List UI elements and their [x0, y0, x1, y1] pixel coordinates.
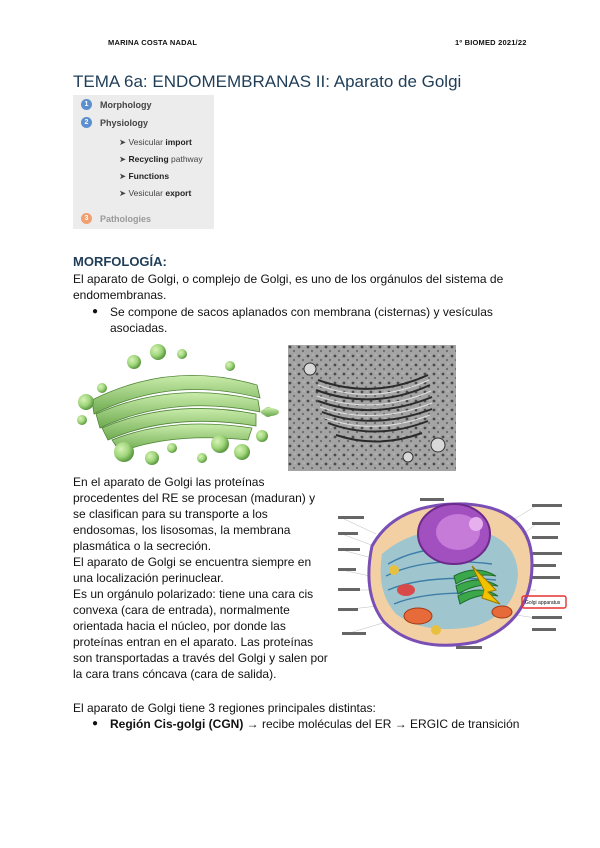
golgi-3d-illustration	[72, 340, 280, 468]
regions-intro: El aparato de Golgi tiene 3 regiones principales distintas:	[73, 701, 376, 715]
body-line: procedentes del RE se procesan (maduran) y	[73, 491, 316, 505]
body-line: plasmática o la secreción.	[73, 539, 212, 553]
body-line: endosomas, los lisosomas, la membrana	[73, 523, 291, 537]
body-line: proteínas entran en el aparato. Las proteínas	[73, 635, 314, 649]
bullet-line: Se compone de sacos aplanados con membrana (cisternas) y vesículas	[110, 305, 493, 319]
toc-subitem: ➤ Vesicular import	[119, 137, 192, 147]
body-line: orientada hacia el núcleo, por donde las	[73, 619, 286, 633]
bullet-marker: ●	[92, 718, 99, 729]
intro-line: El aparato de Golgi, o complejo de Golgi, es uno de los orgánulos del sistema de	[73, 272, 504, 286]
bullet-bold-term: Región Cis-golgi (CGN)	[110, 717, 244, 731]
page-title: TEMA 6a: ENDOMEMBRANAS II: Aparato de Golgi	[73, 72, 462, 91]
bullet-line: asociadas.	[110, 321, 168, 335]
toc-subitem: ➤ Vesicular export	[119, 188, 192, 198]
animal-cell-diagram	[336, 494, 570, 658]
intro-line: endomembranas.	[73, 288, 167, 302]
body-line: una localización perinuclear.	[73, 571, 224, 585]
body-line: convexa (cara de entrada), normalmente	[73, 603, 290, 617]
toc-subitem: ➤ Recycling pathway	[119, 154, 203, 164]
section-heading: MORFOLOGÍA:	[73, 254, 167, 269]
toc-number-badge: 1	[81, 99, 92, 110]
toc-number-badge: 2	[81, 117, 92, 128]
author-header: MARINA COSTA NADAL	[108, 38, 198, 47]
golgi-label: Golgi apparatus	[525, 600, 561, 606]
toc-item-physiology	[81, 117, 148, 128]
bullet-marker: ●	[92, 306, 99, 317]
body-line: se clasifican para su transporte a los	[73, 507, 268, 521]
toc-image	[73, 95, 214, 229]
golgi-micrograph	[288, 345, 456, 471]
body-line: El aparato de Golgi se encuentra siempre en	[73, 555, 312, 569]
toc-item-label: Pathologies	[100, 213, 152, 224]
toc-item-label: Physiology	[100, 117, 149, 128]
toc-number-badge: 3	[81, 213, 92, 224]
bullet-rest-text: → recibe moléculas del ER → ERGIC de transición	[243, 717, 520, 731]
toc-subitem: ➤ Functions	[119, 171, 170, 181]
toc-item-pathologies	[81, 213, 151, 224]
body-line: Es un orgánulo polarizado: tiene una cara cis	[73, 587, 314, 601]
toc-item-label: Morphology	[100, 99, 152, 110]
body-line: En el aparato de Golgi las proteínas	[73, 475, 265, 489]
body-line: son transportadas a través del Golgi y salen por	[73, 651, 328, 665]
course-header: 1º BIOMED 2021/22	[455, 38, 527, 47]
bullet-cis-golgi	[110, 716, 519, 732]
toc-item-morphology	[81, 99, 152, 110]
body-line: la cara trans cóncava (cara de salida).	[73, 667, 277, 681]
